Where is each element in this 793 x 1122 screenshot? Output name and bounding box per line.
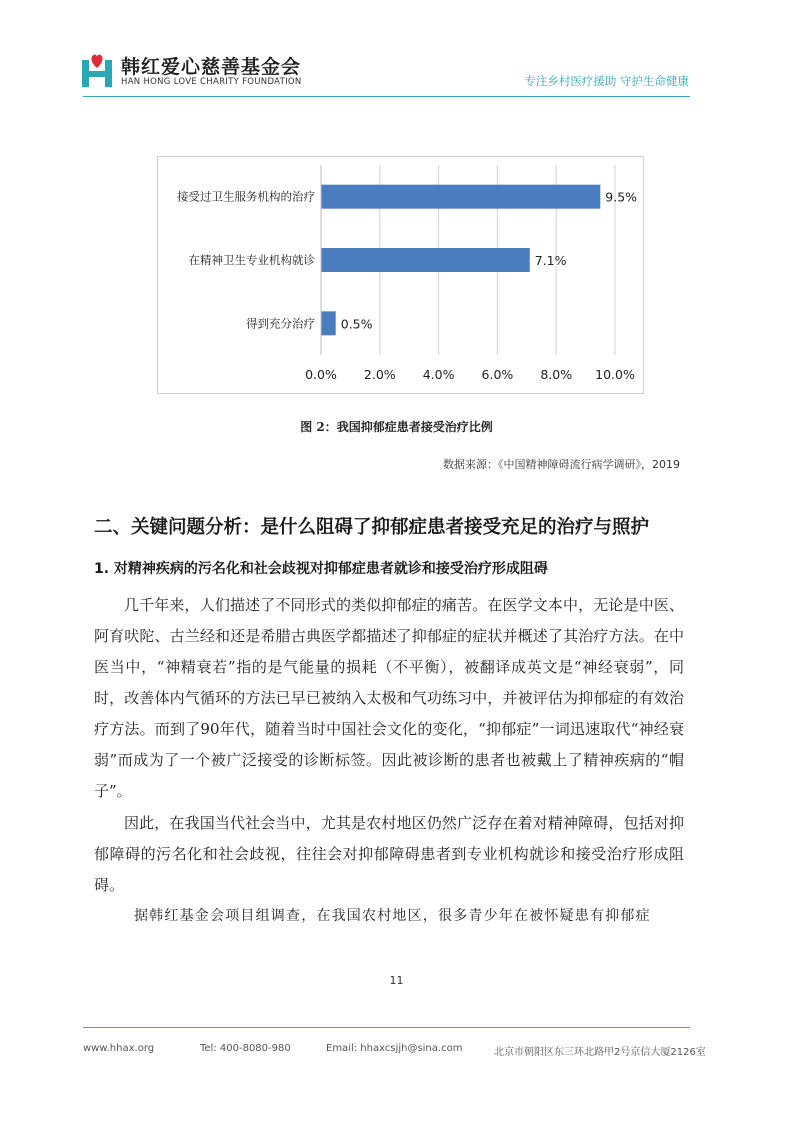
heart-h-logo-icon bbox=[80, 52, 114, 88]
footer-email: Email: hhaxcsjjh@sina.com bbox=[326, 1043, 463, 1054]
data-label: 7.1% bbox=[534, 253, 567, 268]
x-tick-label: 4.0% bbox=[422, 367, 455, 382]
page-header bbox=[0, 0, 793, 100]
x-tick-label: 0.0% bbox=[305, 367, 337, 382]
category-label: 在精神卫生专业机构就诊 bbox=[188, 253, 315, 267]
section-heading: 二、关键问题分析：是什么阻碍了抑郁症患者接受充足的治疗与照护 bbox=[94, 517, 650, 538]
org-name-cn: 韩红爱心慈善基金会 bbox=[121, 56, 302, 78]
figure-caption: 图 2：我国抑郁症患者接受治疗比例 bbox=[300, 420, 493, 434]
bar bbox=[321, 248, 530, 272]
category-label: 接受过卫生服务机构的治疗 bbox=[177, 189, 315, 204]
x-tick-label: 8.0% bbox=[540, 367, 573, 382]
footer-divider bbox=[83, 1027, 690, 1028]
org-name-en: HAN HONG LOVE CHARITY FOUNDATION bbox=[121, 77, 302, 87]
footer-tel: Tel: 400-8080-980 bbox=[200, 1043, 291, 1054]
header-divider bbox=[83, 96, 690, 97]
data-source: 数据来源：《中国精神障碍流行病学调研》，2019 bbox=[443, 458, 680, 471]
x-tick-label: 10.0% bbox=[595, 367, 635, 382]
header-slogan: 专注乡村医疗援助 守护生命健康 bbox=[524, 74, 689, 88]
footer-website: www.hhax.org bbox=[83, 1043, 155, 1054]
page-number: 11 bbox=[389, 974, 404, 987]
bar bbox=[321, 311, 336, 335]
x-tick-label: 2.0% bbox=[363, 367, 396, 382]
footer-address: 北京市朝阳区东三环北路甲2号京信大厦2126室 bbox=[494, 1047, 706, 1058]
bar-chart bbox=[157, 156, 644, 394]
body-paragraph-2: 因此，在我国当代社会当中，尤其是农村地区仍然广泛存在着对精神障碍，包括对抑郁障碍的污名化和社会歧视，往往会对抑郁障碍患者到专业机构就诊和接受治疗形成阻碍。 bbox=[94, 814, 684, 894]
bar bbox=[321, 185, 600, 209]
body-paragraph-1: 几千年来，人们描述了不同形式的类似抑郁症的痛苦。在医学文本中，无论是中医、阿育吠陀、古兰经和还是希腊古典医学都描述了抑郁症的症状并概述了其治疗方法。在中医当中，“神精衰若”指的是气能量的损耗（不平衡），被翻译成英文是“神经衰弱”，同时，改善体内气循环的方法已早已被纳入太极和气功练习中，并被评估为抑郁症的有效治疗方法。而到了90年代，随着当时中国社会文化的变化，“抑郁症”一词迅速取代“神经衰弱”而成为了一个被广泛接受的诊断标签。因此被诊断的患者也被戴上了精神疾病的“帽子”。 bbox=[94, 596, 684, 800]
subsection-heading: 1. 对精神疾病的污名化和社会歧视对抑郁症患者就诊和接受治疗形成阻碍 bbox=[94, 561, 548, 577]
body-paragraph-3: 据韩红基金会项目组调查，在我国农村地区，很多青少年在被怀疑患有抑郁症 bbox=[134, 908, 651, 924]
bar-chart-svg bbox=[158, 157, 643, 393]
x-tick-label: 6.0% bbox=[481, 367, 514, 382]
data-label: 9.5% bbox=[605, 189, 638, 205]
category-label: 得到充分治疗 bbox=[246, 316, 315, 331]
data-label: 0.5% bbox=[340, 316, 373, 332]
